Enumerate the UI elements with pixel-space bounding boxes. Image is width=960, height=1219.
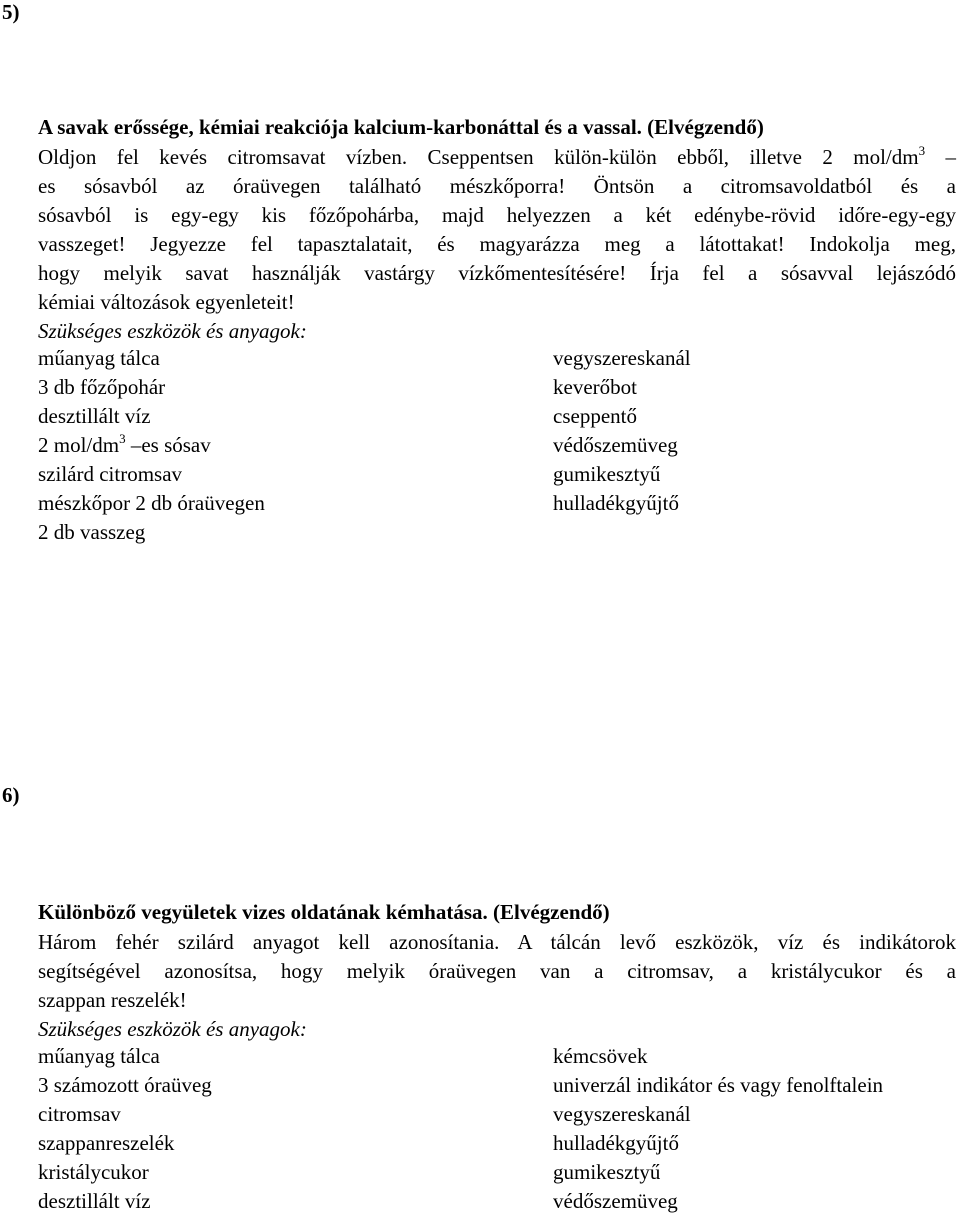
list-item: univerzál indikátor és vagy fenolftalein <box>553 1073 884 1097</box>
section-6-body-line-2: segítségével azonosítsa, hogy melyik óraüvegen van a citromsav, a kristálycukor és a <box>38 959 956 983</box>
list-item: kristálycukor <box>38 1160 149 1184</box>
section-6-body-line-3: szappan reszelék! <box>38 988 187 1012</box>
list-item: vegyszereskanál <box>553 1102 691 1126</box>
list-item: védőszemüveg <box>553 433 678 457</box>
section-6-number: 6) <box>2 783 20 807</box>
list-item: 3 db főzőpohár <box>38 375 166 399</box>
section-5-body-line-3: sósavból is egy-egy kis főzőpohárba, majd helyezzen a két edénybe-rövid időre-egy-egy <box>38 203 956 227</box>
list-item-text: 2 mol/dm <box>38 433 120 457</box>
list-item: keverőbot <box>553 375 637 399</box>
list-item: szilárd citromsav <box>38 462 183 486</box>
section-5-title: A savak erőssége, kémiai reakciója kalcium-karbonáttal és a vassal. (Elvégzendő) <box>38 115 764 139</box>
section-6-title: Különböző vegyületek vizes oldatának kémhatása. (Elvégzendő) <box>38 900 610 924</box>
section-5-number: 5) <box>2 0 20 24</box>
section-5-body-line-1 <box>38 143 956 172</box>
section-5-body-line-5: hogy melyik savat használják vastárgy vízkőmentesítésére! Írja fel a sósavval lejászódó <box>38 261 956 285</box>
list-item-text: –es sósav <box>125 433 211 457</box>
section-6-body-line-1: Három fehér szilárd anyagot kell azonosítania. A tálcán levő eszközök, víz és indikátorok <box>38 930 956 954</box>
list-item <box>38 433 211 458</box>
list-item: szappanreszelék <box>38 1131 175 1155</box>
list-item: mészkőpor 2 db óraüvegen <box>38 491 265 515</box>
list-item: műanyag tálca <box>38 1044 160 1068</box>
section-6-equipment-heading: Szükséges eszközök és anyagok: <box>38 1017 307 1041</box>
list-item: citromsav <box>38 1102 121 1126</box>
list-item: hulladékgyűjtő <box>553 1131 679 1155</box>
list-item: 3 számozott óraüveg <box>38 1073 212 1097</box>
list-item: desztillált víz <box>38 1189 151 1213</box>
body-text: – <box>925 145 956 169</box>
section-5-body-line-4: vasszeget! Jegyezze fel tapasztalatait, és magyarázza meg a látottakat! Indokolja meg, <box>38 232 956 256</box>
section-5-body-line-2: es sósavból az óraüvegen található mészkőporra! Öntsön a citromsavoldatból és a <box>38 174 956 198</box>
section-5-body-line-6: kémiai változások egyenleteit! <box>38 290 295 314</box>
body-text: Oldjon fel kevés citromsavat vízben. Cseppentsen külön-külön ebből, illetve 2 mol/dm <box>38 145 919 169</box>
list-item: kémcsövek <box>553 1044 648 1068</box>
list-item: műanyag tálca <box>38 346 160 370</box>
superscript: 3 <box>918 143 926 158</box>
list-item: hulladékgyűjtő <box>553 491 679 515</box>
section-5-equipment-heading: Szükséges eszközök és anyagok: <box>38 319 307 343</box>
list-item: gumikesztyű <box>553 1160 661 1184</box>
list-item: védőszemüveg <box>553 1189 678 1213</box>
list-item: cseppentő <box>553 404 637 428</box>
list-item: desztillált víz <box>38 404 151 428</box>
superscript: 3 <box>119 431 126 446</box>
list-item: gumikesztyű <box>553 462 661 486</box>
list-item: vegyszereskanál <box>553 346 691 370</box>
list-item: 2 db vasszeg <box>38 520 146 544</box>
